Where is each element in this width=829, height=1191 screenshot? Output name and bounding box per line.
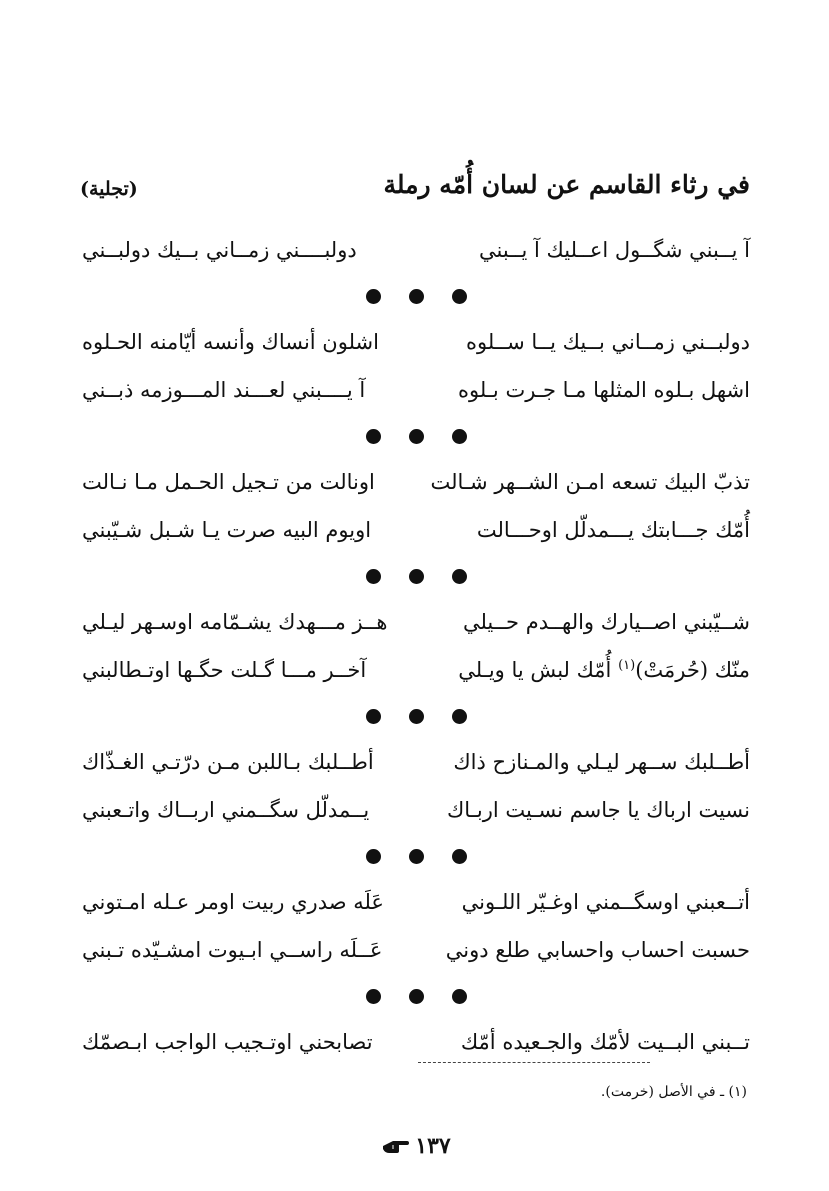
first-hemistich: أُمّك جـــابتك يـــمدلّل اوحـــالت — [476, 518, 750, 542]
first-hemistich: آ يــبني شگــول اعــليك آ يــبني — [479, 238, 750, 262]
first-hemistich: نسيت ارباك يا جاسم نسـيت اربـاك — [446, 798, 750, 822]
separator-dot — [366, 849, 381, 864]
first-hemistich — [458, 646, 750, 694]
poem-body — [82, 226, 750, 1066]
poem-type-tag: (تجلية) — [80, 178, 138, 200]
separator-dot — [452, 289, 467, 304]
stanza-separator — [82, 694, 750, 738]
first-hemistich: حسبت احساب واحسابي طلع دوني — [445, 938, 750, 962]
separator-dot — [409, 429, 424, 444]
first-hemistich: دولبــني زمــاني بــيك يــا ســلوه — [466, 330, 750, 354]
verse-line — [82, 646, 750, 694]
hemistich-text-start: منّك (حُرمَتْ) — [635, 658, 750, 682]
verse-line — [82, 786, 750, 834]
separator-dot — [409, 709, 424, 724]
stanza-separator — [82, 834, 750, 878]
stanza-separator — [82, 554, 750, 598]
verse-line — [82, 738, 750, 786]
verse-line — [82, 506, 750, 554]
verse-line — [82, 926, 750, 974]
stanza-separator — [82, 274, 750, 318]
first-hemistich: شــيّبني اصــيارك والهــدم حــيلي — [462, 610, 750, 634]
footnote: (١) ـ في الأصل (خرمت). — [600, 1084, 747, 1100]
verse-line — [82, 318, 750, 366]
page-number: ١٣٧ — [415, 1133, 451, 1159]
page-number-block — [376, 1132, 456, 1160]
verse-line — [82, 1018, 750, 1066]
second-hemistich: هــز مـــهدك يشـمّامه اوسـهر ليـلي — [82, 610, 388, 634]
separator-dot — [452, 849, 467, 864]
second-hemistich: عَــلَه راســي ابـيوت امشـيّده تـبني — [82, 938, 383, 962]
first-hemistich: أتــعبني اوسگــمني اوغـيّر اللـوني — [461, 890, 750, 914]
second-hemistich: اشلون أنساك وأنسه أيّامنه الحـلوه — [82, 330, 379, 354]
footnote-divider — [418, 1062, 650, 1065]
second-hemistich: دولبــــني زمــاني بــيك دولبــني — [82, 238, 357, 262]
second-hemistich: أطــلبك بـاللبن مـن درّتـي الغـذّاك — [82, 750, 374, 774]
second-hemistich: اونالت من تـجيل الحـمل مـا نـالت — [82, 470, 375, 494]
stanza-separator — [82, 414, 750, 458]
pointing-hand-icon — [381, 1137, 411, 1155]
poem-heading — [80, 170, 750, 210]
first-hemistich: اشهل بـلوه المثلها مـا جـرت بـلوه — [457, 378, 750, 402]
first-hemistich: تــبني البــيت لأمّك والجـعيده أمّك — [460, 1030, 750, 1054]
second-hemistich: آ يــــبني لعـــند المـــوزمه ذبــني — [82, 378, 366, 402]
verse-line — [82, 878, 750, 926]
separator-dot — [452, 429, 467, 444]
second-hemistich: عَلَه صدري ربيت اومر عـله امـتوني — [82, 890, 384, 914]
verse-line — [82, 366, 750, 414]
verse-line — [82, 598, 750, 646]
separator-dot — [366, 429, 381, 444]
second-hemistich: اويوم البيه صرت يـا شـبل شـيّبني — [82, 518, 372, 542]
second-hemistich: آخــر مـــا گـلت حگـها اوتـطالبني — [82, 658, 367, 682]
verse-line — [82, 458, 750, 506]
separator-dot — [409, 569, 424, 584]
separator-dot — [452, 709, 467, 724]
hemistich-text-end: أُمّك لبش يا ويـلي — [458, 658, 619, 682]
first-hemistich: تذبّ البيك تسعه امـن الشــهر شـالت — [430, 470, 750, 494]
separator-dot — [366, 989, 381, 1004]
stanza-separator — [82, 974, 750, 1018]
separator-dot — [452, 569, 467, 584]
footnote-marker: (١) — [618, 658, 636, 673]
first-hemistich: أطــلبك ســهر ليـلي والمـنازح ذاك — [453, 750, 750, 774]
separator-dot — [409, 289, 424, 304]
poem-title: في رثاء القاسم عن لسان أُمّه رملة — [383, 170, 750, 199]
separator-dot — [409, 849, 424, 864]
second-hemistich: تصابحني اوتـجيب الواجب ابـصمّك — [82, 1030, 373, 1054]
separator-dot — [366, 289, 381, 304]
verse-line — [82, 226, 750, 274]
separator-dot — [366, 569, 381, 584]
separator-dot — [366, 709, 381, 724]
separator-dot — [452, 989, 467, 1004]
separator-dot — [409, 989, 424, 1004]
second-hemistich: يــمدلّل سگــمني اربــاك واتـعبني — [82, 798, 370, 822]
